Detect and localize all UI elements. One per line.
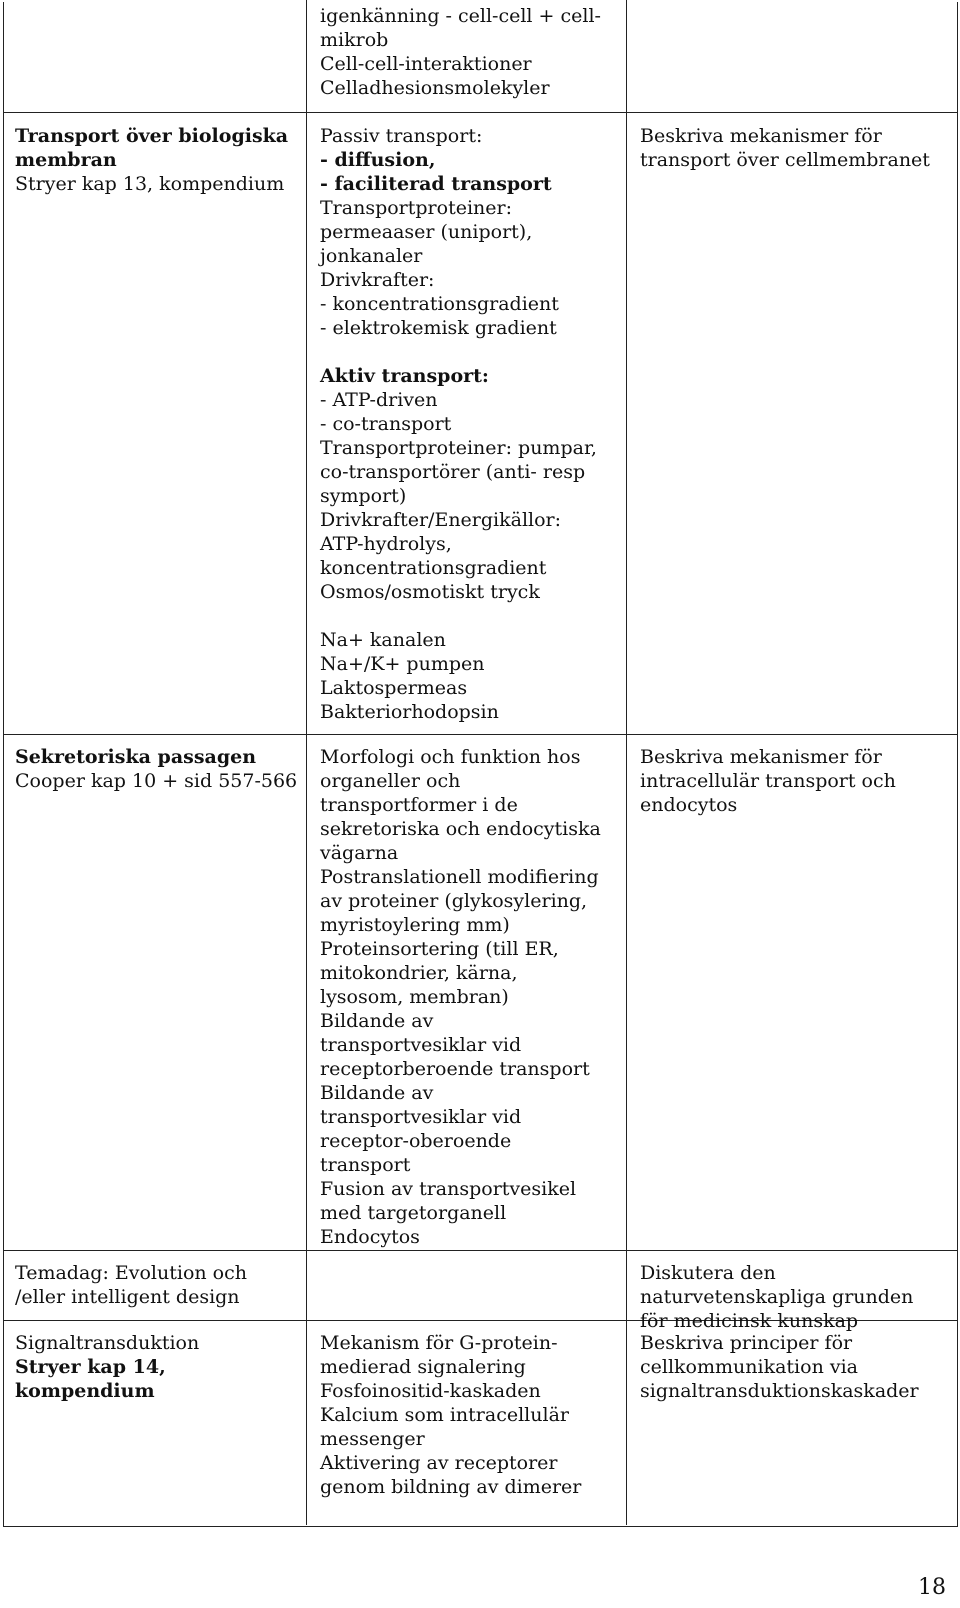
- row-1-content-cell: [320, 124, 597, 724]
- cell-line: [320, 340, 597, 364]
- cell-line: Na+/K+ pumpen: [320, 653, 485, 675]
- cell-line: vägarna: [320, 842, 399, 864]
- cell-line: Laktospermeas: [320, 677, 468, 699]
- cell-line: permeaaser (uniport),: [320, 221, 533, 243]
- cell-line: ATP-hydrolys,: [320, 533, 452, 555]
- cell-line: Sekretoriska passagen: [15, 746, 257, 768]
- cell-line: Proteinsortering (till ER,: [320, 938, 559, 960]
- cell-line: Bildande av: [320, 1082, 434, 1104]
- cell-line: signaltransduktionskaskader: [640, 1380, 919, 1402]
- row-0-content-cell: [320, 4, 601, 100]
- cell-line: naturvetenskapliga grunden: [640, 1286, 914, 1308]
- column-divider: [626, 0, 627, 1525]
- cell-line: Beskriva mekanismer för: [640, 746, 882, 768]
- cell-line: cellkommunikation via: [640, 1356, 858, 1378]
- cell-line: /eller intelligent design: [15, 1286, 240, 1308]
- cell-line: Osmos/osmotiskt tryck: [320, 581, 540, 603]
- cell-line: Beskriva principer för: [640, 1332, 853, 1354]
- cell-line: - elektrokemisk gradient: [320, 317, 557, 339]
- cell-line: Na+ kanalen: [320, 629, 446, 651]
- cell-line: transport över cellmembranet: [640, 149, 930, 171]
- cell-line: Stryer kap 13, kompendium: [15, 173, 285, 195]
- cell-line: myristoylering mm): [320, 914, 510, 936]
- row-2-goal-cell: [640, 745, 896, 817]
- cell-line: Bildande av: [320, 1010, 434, 1032]
- cell-line: sekretoriska och endocytiska: [320, 818, 601, 840]
- cell-line: igenkänning - cell-cell + cell-: [320, 5, 601, 27]
- cell-line: mitokondrier, kärna,: [320, 962, 518, 984]
- cell-line: Stryer kap 14,: [15, 1356, 166, 1378]
- row-2-topic-cell: [15, 745, 297, 793]
- cell-line: transport: [320, 1154, 411, 1176]
- cell-line: genom bildning av dimerer: [320, 1476, 582, 1498]
- cell-line: Postranslationell modifiering: [320, 866, 599, 888]
- cell-line: Kalcium som intracellulär: [320, 1404, 569, 1426]
- cell-line: co-transportörer (anti- resp: [320, 461, 586, 483]
- row-4-topic-cell: [15, 1331, 199, 1403]
- cell-line: av proteiner (glykosylering,: [320, 890, 588, 912]
- cell-line: Cell-cell-interaktioner: [320, 53, 532, 75]
- cell-line: endocytos: [640, 794, 738, 816]
- row-3-goal-cell: [640, 1261, 913, 1333]
- cell-line: jonkanaler: [320, 245, 423, 267]
- cell-line: med targetorganell: [320, 1202, 507, 1224]
- cell-line: symport): [320, 485, 407, 507]
- cell-line: Bakteriorhodopsin: [320, 701, 499, 723]
- cell-line: receptor-oberoende: [320, 1130, 512, 1152]
- page-number: 18: [918, 1575, 946, 1600]
- cell-line: Drivkrafter:: [320, 269, 435, 291]
- cell-line: Aktivering av receptorer: [320, 1452, 558, 1474]
- row-4-goal-cell: [640, 1331, 919, 1403]
- cell-line: mikrob: [320, 29, 389, 51]
- row-1-goal-cell: [640, 124, 930, 172]
- row-divider: [3, 734, 958, 735]
- row-1-topic-cell: [15, 124, 288, 196]
- cell-line: Transport över biologiska: [15, 125, 289, 147]
- cell-line: Passiv transport:: [320, 125, 483, 147]
- cell-line: [320, 604, 597, 628]
- cell-line: transportformer i de: [320, 794, 518, 816]
- row-2-content-cell: [320, 745, 601, 1249]
- cell-line: membran: [15, 149, 117, 171]
- cell-line: receptorberoende transport: [320, 1058, 590, 1080]
- cell-line: Morfologi och funktion hos: [320, 746, 581, 768]
- cell-line: Drivkrafter/Energikällor:: [320, 509, 562, 531]
- cell-line: Diskutera den: [640, 1262, 776, 1284]
- cell-line: Signaltransduktion: [15, 1332, 200, 1354]
- cell-line: Fusion av transportvesikel: [320, 1178, 577, 1200]
- cell-line: Transportproteiner:: [320, 197, 512, 219]
- cell-line: kompendium: [15, 1380, 155, 1402]
- cell-line: - co-transport: [320, 413, 452, 435]
- row-3-topic-cell: [15, 1261, 247, 1309]
- cell-line: Endocytos: [320, 1226, 420, 1248]
- cell-line: Temadag: Evolution och: [15, 1262, 247, 1284]
- cell-line: lysosom, membran): [320, 986, 509, 1008]
- cell-line: Aktiv transport:: [320, 365, 489, 387]
- cell-line: för medicinsk kunskap: [640, 1310, 859, 1332]
- cell-line: transportvesiklar vid: [320, 1106, 522, 1128]
- cell-line: - koncentrationsgradient: [320, 293, 559, 315]
- cell-line: koncentrationsgradient: [320, 557, 547, 579]
- cell-line: Celladhesionsmolekyler: [320, 77, 550, 99]
- cell-line: transportvesiklar vid: [320, 1034, 522, 1056]
- cell-line: medierad signalering: [320, 1356, 526, 1378]
- column-divider: [306, 0, 307, 1525]
- cell-line: Mekanism för G-protein-: [320, 1332, 558, 1354]
- cell-line: messenger: [320, 1428, 425, 1450]
- cell-line: - diffusion,: [320, 149, 436, 171]
- cell-line: Transportproteiner: pumpar,: [320, 437, 597, 459]
- cell-line: organeller och: [320, 770, 461, 792]
- cell-line: Beskriva mekanismer för: [640, 125, 882, 147]
- row-divider: [3, 1250, 958, 1251]
- cell-line: Fosfoinositid-kaskaden: [320, 1380, 541, 1402]
- cell-line: intracellulär transport och: [640, 770, 896, 792]
- cell-line: - faciliterad transport: [320, 173, 552, 195]
- row-4-content-cell: [320, 1331, 581, 1499]
- cell-line: - ATP-driven: [320, 389, 438, 411]
- cell-line: Cooper kap 10 + sid 557-566: [15, 770, 298, 792]
- row-divider: [3, 112, 958, 113]
